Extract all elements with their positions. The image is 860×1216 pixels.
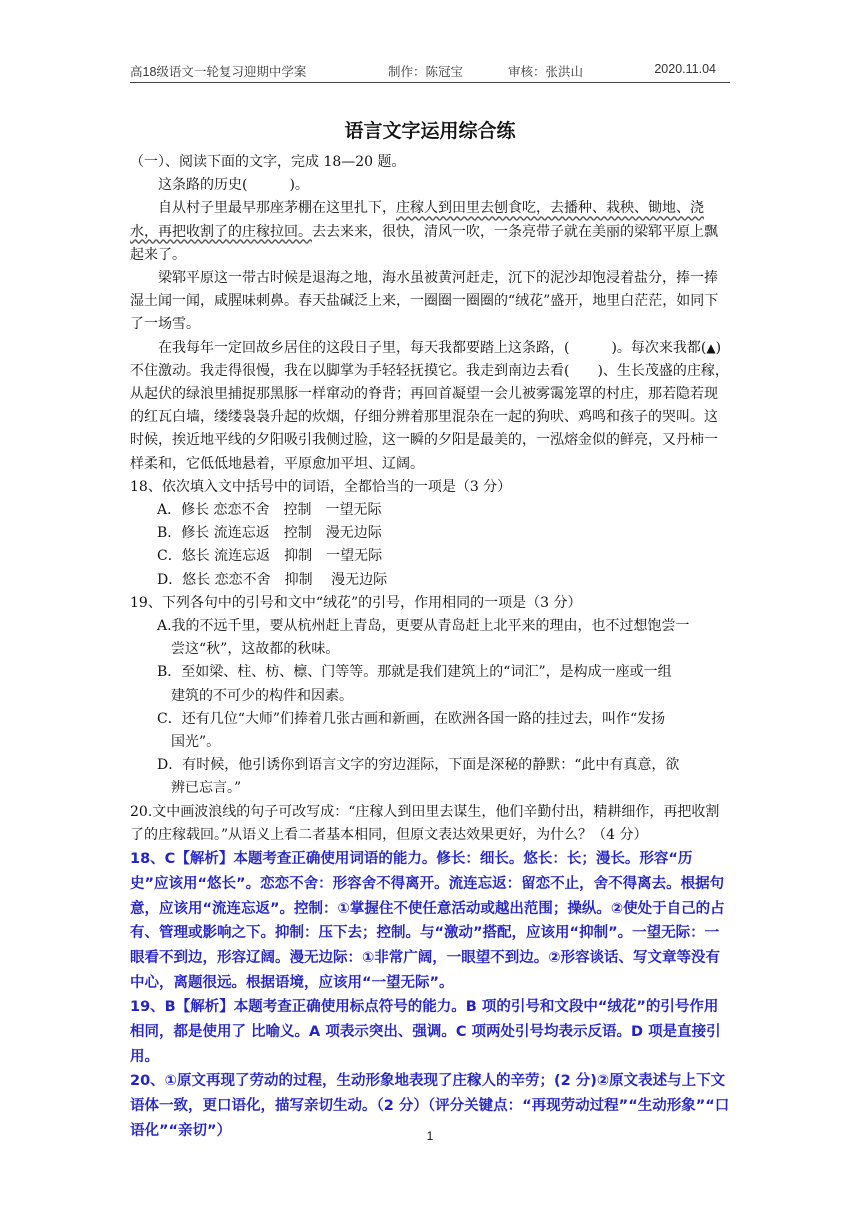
q19-option-b (130, 661, 730, 707)
document-body (130, 151, 730, 1144)
page-number: 1 (426, 1129, 434, 1143)
wavy-underlined-sentence: 庄稼人到田里去刨食吃，去播种、栽秧、锄地、浇水，再把收割了的庄稼拉回。 (130, 200, 704, 240)
page-title: 语言文字运用综合练 (344, 120, 516, 142)
answer-19: 19、B【解析】本题考查正确使用标点符号的能力。B 项的引号和文段中“绒花”的引号作用相同，都是使用了 比喻义。A 项表示突出、强调。C 项两处引号均表示反语。D 项是直接引用。 (130, 999, 721, 1065)
q19-option-b-line1: B．至如梁、柱、枋、檩、门等等。那就是我们建筑上的“词汇”，是构成一座或一组 (157, 664, 672, 681)
header-date: 2020.11.04 (654, 62, 716, 76)
header-reviewer: 审核：张洪山 (508, 65, 584, 79)
passage-line1: 这条路的历史( )。 (158, 177, 309, 194)
passage-paragraph-3 (130, 337, 730, 476)
q18-option-a: A．修长 恋恋不舍 控制 一望无际 (157, 502, 382, 519)
q19-option-d-line2: 辨已忘言。” (171, 780, 242, 797)
passage-p1-start: 自从村子里最早那座茅棚在这里扎下， (158, 200, 396, 217)
passage-p3-start: 在我每年一定回故乡居住的这段日子里，每天我都要踏上这条路，( )。每次来我都( (158, 339, 707, 356)
q19-option-c-line2: 国光”。 (171, 734, 221, 751)
q19-option-d (130, 754, 730, 800)
passage-paragraph-1 (130, 197, 730, 267)
passage-p3-end: )不住激动。我走得很慢，我在以脚掌为手轻轻抚摸它。我走到南边去看( )、生长茂盛的庄稼，从起伏的绿浪里捕捉那黑豚一样窜动的脊背；再回首凝望一会儿被雾霭笼罩的村庄，那若隐若现的红瓦白墙，缕缕袅袅升起的炊烟，仔细分辨着那里混杂在一起的狗吠、鸡鸣和孩子的哭叫。这时候，挨近地平线的夕阳吸引我侧过脸，这一瞬的夕阳是最美的，一泓熔金似的鲜亮，又丹柿一样柔和，它低低地悬着，平原愈加平坦、辽阔。 (130, 339, 729, 472)
section-heading: （一）、阅读下面的文字，完成 18—20 题。 (130, 154, 406, 170)
header-course: 高18级语文一轮复习迎期中学案 (130, 65, 307, 79)
answer-20-scoring-note: （评分关键点：“再现劳动过程”“生动形象”“口语化”“亲切”） (130, 1098, 730, 1139)
q19-option-a (130, 615, 730, 661)
answer-20-main: 20、①原文再现了劳动的过程，生动形象地表现了庄稼人的辛劳；(2 分)②原文表述与上下文语体一致，更口语化，描写亲切生动。（2 分） (130, 1073, 726, 1115)
passage-paragraph-2: 梁郓平原这一带古时候是退海之地，海水虽被黄河赶走，沉下的泥沙却饱浸着盐分，捧一捧湿土闻一闻，咸腥味刺鼻。春天盐碱泛上来，一圈圈一圈圈的“绒花”盛开，地里白茫茫，如同下了一场雪。 (130, 270, 719, 333)
blank-triangle-marker: ▲ (706, 340, 716, 355)
q18-stem: 18、依次填入文中括号中的词语，全都恰当的一项是（3 分） (130, 478, 512, 495)
q18-option-d: D．悠长 恋恋不舍 抑制 漫无边际 (157, 571, 388, 588)
q20-stem: 20.文中画波浪线的句子可改写成：“庄稼人到田里去谋生，他们辛勤付出，精耕细作，再把收割了的庄稼载回。”从语义上看二者基本相同，但原文表达效果更好，为什么？（4 分） (130, 803, 720, 843)
q19-option-a-line1: A.我的不远千里，要从杭州赶上青岛，更要从青岛赶上北平来的理由，也不过想饱尝一 (157, 618, 690, 635)
q19-option-a-line2: 尝这“秋”，这故都的秋味。 (171, 641, 340, 658)
header-author: 制作：陈冠宝 (388, 65, 464, 79)
q18-option-b: B．修长 流连忘返 控制 漫无边际 (157, 525, 382, 542)
q18-option-c: C．悠长 流连忘返 抑制 一望无际 (157, 548, 383, 565)
q19-stem: 19、下列各句中的引号和文中“绒花”的引号，作用相同的一项是（3 分） (130, 594, 582, 611)
page-header (130, 62, 730, 83)
q19-option-d-line1: D．有时候，他引诱你到语言文字的穷边涯际，下面是深秘的静默：“此中有真意，欲 (157, 757, 680, 774)
passage-p1-end: 去去来来，很快，清风一吹，一条亮带子就在美丽的梁郓平原上飘起来了。 (130, 223, 718, 263)
q19-option-c-line1: C．还有几位“大师”们捧着几张古画和新画，在欧洲各国一路的挂过去，叫作“发扬 (157, 710, 666, 727)
q19-option-c (130, 708, 730, 754)
q19-option-b-line2: 建筑的不可少的构件和因素。 (171, 687, 353, 704)
answer-section (130, 847, 730, 1143)
answer-18: 18、C【解析】本题考查正确使用词语的能力。修长：细长。悠长：长；漫长。形容“历史”应该用“悠长”。恋恋不舍：形容舍不得离开。流连忘返：留恋不止，舍不得离去。根据句意，应该用“流连忘返”。控制：①掌握住不使任意活动或越出范围；操纵。②使处于自己的占有、管理或影响之下。抑制：压下去；控制。与“激动”搭配，应该用“抑制”。一望无际：一眼看不到边，形容辽阔。漫无边际：①非常广阔，一眼望不到边。②形容谈话、写文章等没有中心，离题很远。根据语境，应该用“一望无际”。 (130, 851, 725, 991)
